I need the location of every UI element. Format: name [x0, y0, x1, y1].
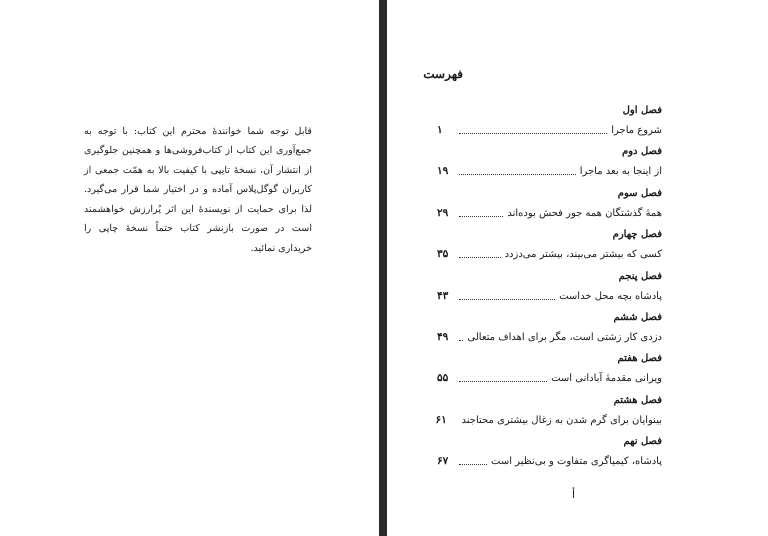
dot-leader: [459, 463, 487, 465]
dot-leader: [459, 173, 576, 175]
chapter-title: کسی که بیشتر می‌بیند، بیشتر می‌دزدد: [504, 249, 662, 261]
toc-entry[interactable]: [437, 184, 662, 225]
toc-row: [437, 451, 662, 471]
dot-leader: [459, 339, 463, 341]
toc-row: [437, 244, 662, 264]
chapter-page-number: ۱: [437, 124, 443, 136]
table-of-contents: [437, 101, 662, 474]
toc-entry[interactable]: [437, 308, 662, 349]
toc-entry[interactable]: [437, 142, 662, 183]
toc-row: [437, 410, 662, 430]
chapter-title: ویرانی مقدمهٔ آبادانی است: [551, 373, 662, 385]
toc-entry[interactable]: [437, 432, 662, 473]
toc-row: [437, 203, 662, 223]
chapter-title: بینوایان برای گرم شدن به زغال بیشتری محتاجند: [461, 414, 662, 426]
chapter-label: فصل سوم: [617, 187, 662, 199]
dot-leader: [459, 256, 501, 258]
toc-row: [437, 120, 662, 140]
toc-title: فهرست: [423, 67, 463, 81]
dot-leader: [459, 298, 555, 300]
book-spine: [379, 0, 387, 536]
chapter-label: فصل نهم: [623, 436, 662, 448]
dot-leader: [459, 215, 503, 217]
chapter-label: فصل هشتم: [613, 394, 662, 406]
chapter-title: همهٔ گذشتگان همه جور فحش بوده‌اند: [507, 207, 662, 219]
chapter-title: پادشاه بچه محل خداست: [559, 290, 662, 302]
chapter-page-number: ۳۵: [437, 248, 449, 261]
reader-notice: قابل توجه شما خوانندهٔ محترم این کتاب: با توجه به جمع‌آوری این کتاب از کتاب‌فروشی‌ها و همچنین جلوگیری از انتشار آن، نسخهٔ تایپی با کیفیت بالا به همّت جمعی از کاربران گوگل‌پلاس آماده و در اختیار شما قرار می‌گیرد. لذا برای حمایت از نویسندهٔ این اثر پُرارزش خواهشمند است در صورت بازنشر کتاب حتماً نسخهٔ چاپی را خریداری نمائید.: [84, 125, 312, 254]
chapter-title: دزدی کار زشتی است، مگر برای اهداف متعالی: [467, 331, 662, 343]
chapter-label: فصل هفتم: [617, 353, 662, 365]
chapter-page-number: ۲۹: [437, 206, 449, 219]
toc-entry[interactable]: [437, 349, 662, 390]
chapter-title: پادشاه، کیمیاگری متفاوت و بی‌نظیر است: [491, 456, 662, 468]
chapter-page-number: ۵۵: [437, 372, 449, 385]
toc-entry[interactable]: [437, 101, 662, 142]
chapter-page-number: ۶۷: [437, 455, 449, 468]
chapter-label: فصل اول: [622, 105, 662, 116]
chapter-page-number: ۴۹: [437, 330, 449, 343]
toc-entry[interactable]: [437, 267, 662, 308]
toc-row: [437, 161, 662, 181]
dot-leader: [459, 380, 547, 382]
left-page: [0, 0, 379, 536]
chapter-page-number: ۱۹: [437, 165, 449, 178]
chapter-label: فصل پنجم: [618, 270, 662, 282]
toc-entry[interactable]: [437, 391, 662, 432]
chapter-title: از اینجا به بعد ماجرا: [579, 166, 662, 178]
chapter-title: شروع ماجرا: [611, 125, 662, 136]
toc-row: [437, 286, 662, 306]
toc-row: [437, 368, 662, 388]
chapter-label: فصل ششم: [613, 311, 662, 323]
toc-row: [437, 327, 662, 347]
chapter-label: فصل دوم: [622, 146, 662, 158]
chapter-page-number: ۴۳: [437, 289, 449, 302]
toc-entry[interactable]: [437, 225, 662, 266]
chapter-label: فصل چهارم: [612, 229, 662, 241]
chapter-page-number: ۶۱: [435, 413, 447, 426]
dot-leader: [459, 132, 607, 134]
page-number: أ: [572, 488, 576, 501]
